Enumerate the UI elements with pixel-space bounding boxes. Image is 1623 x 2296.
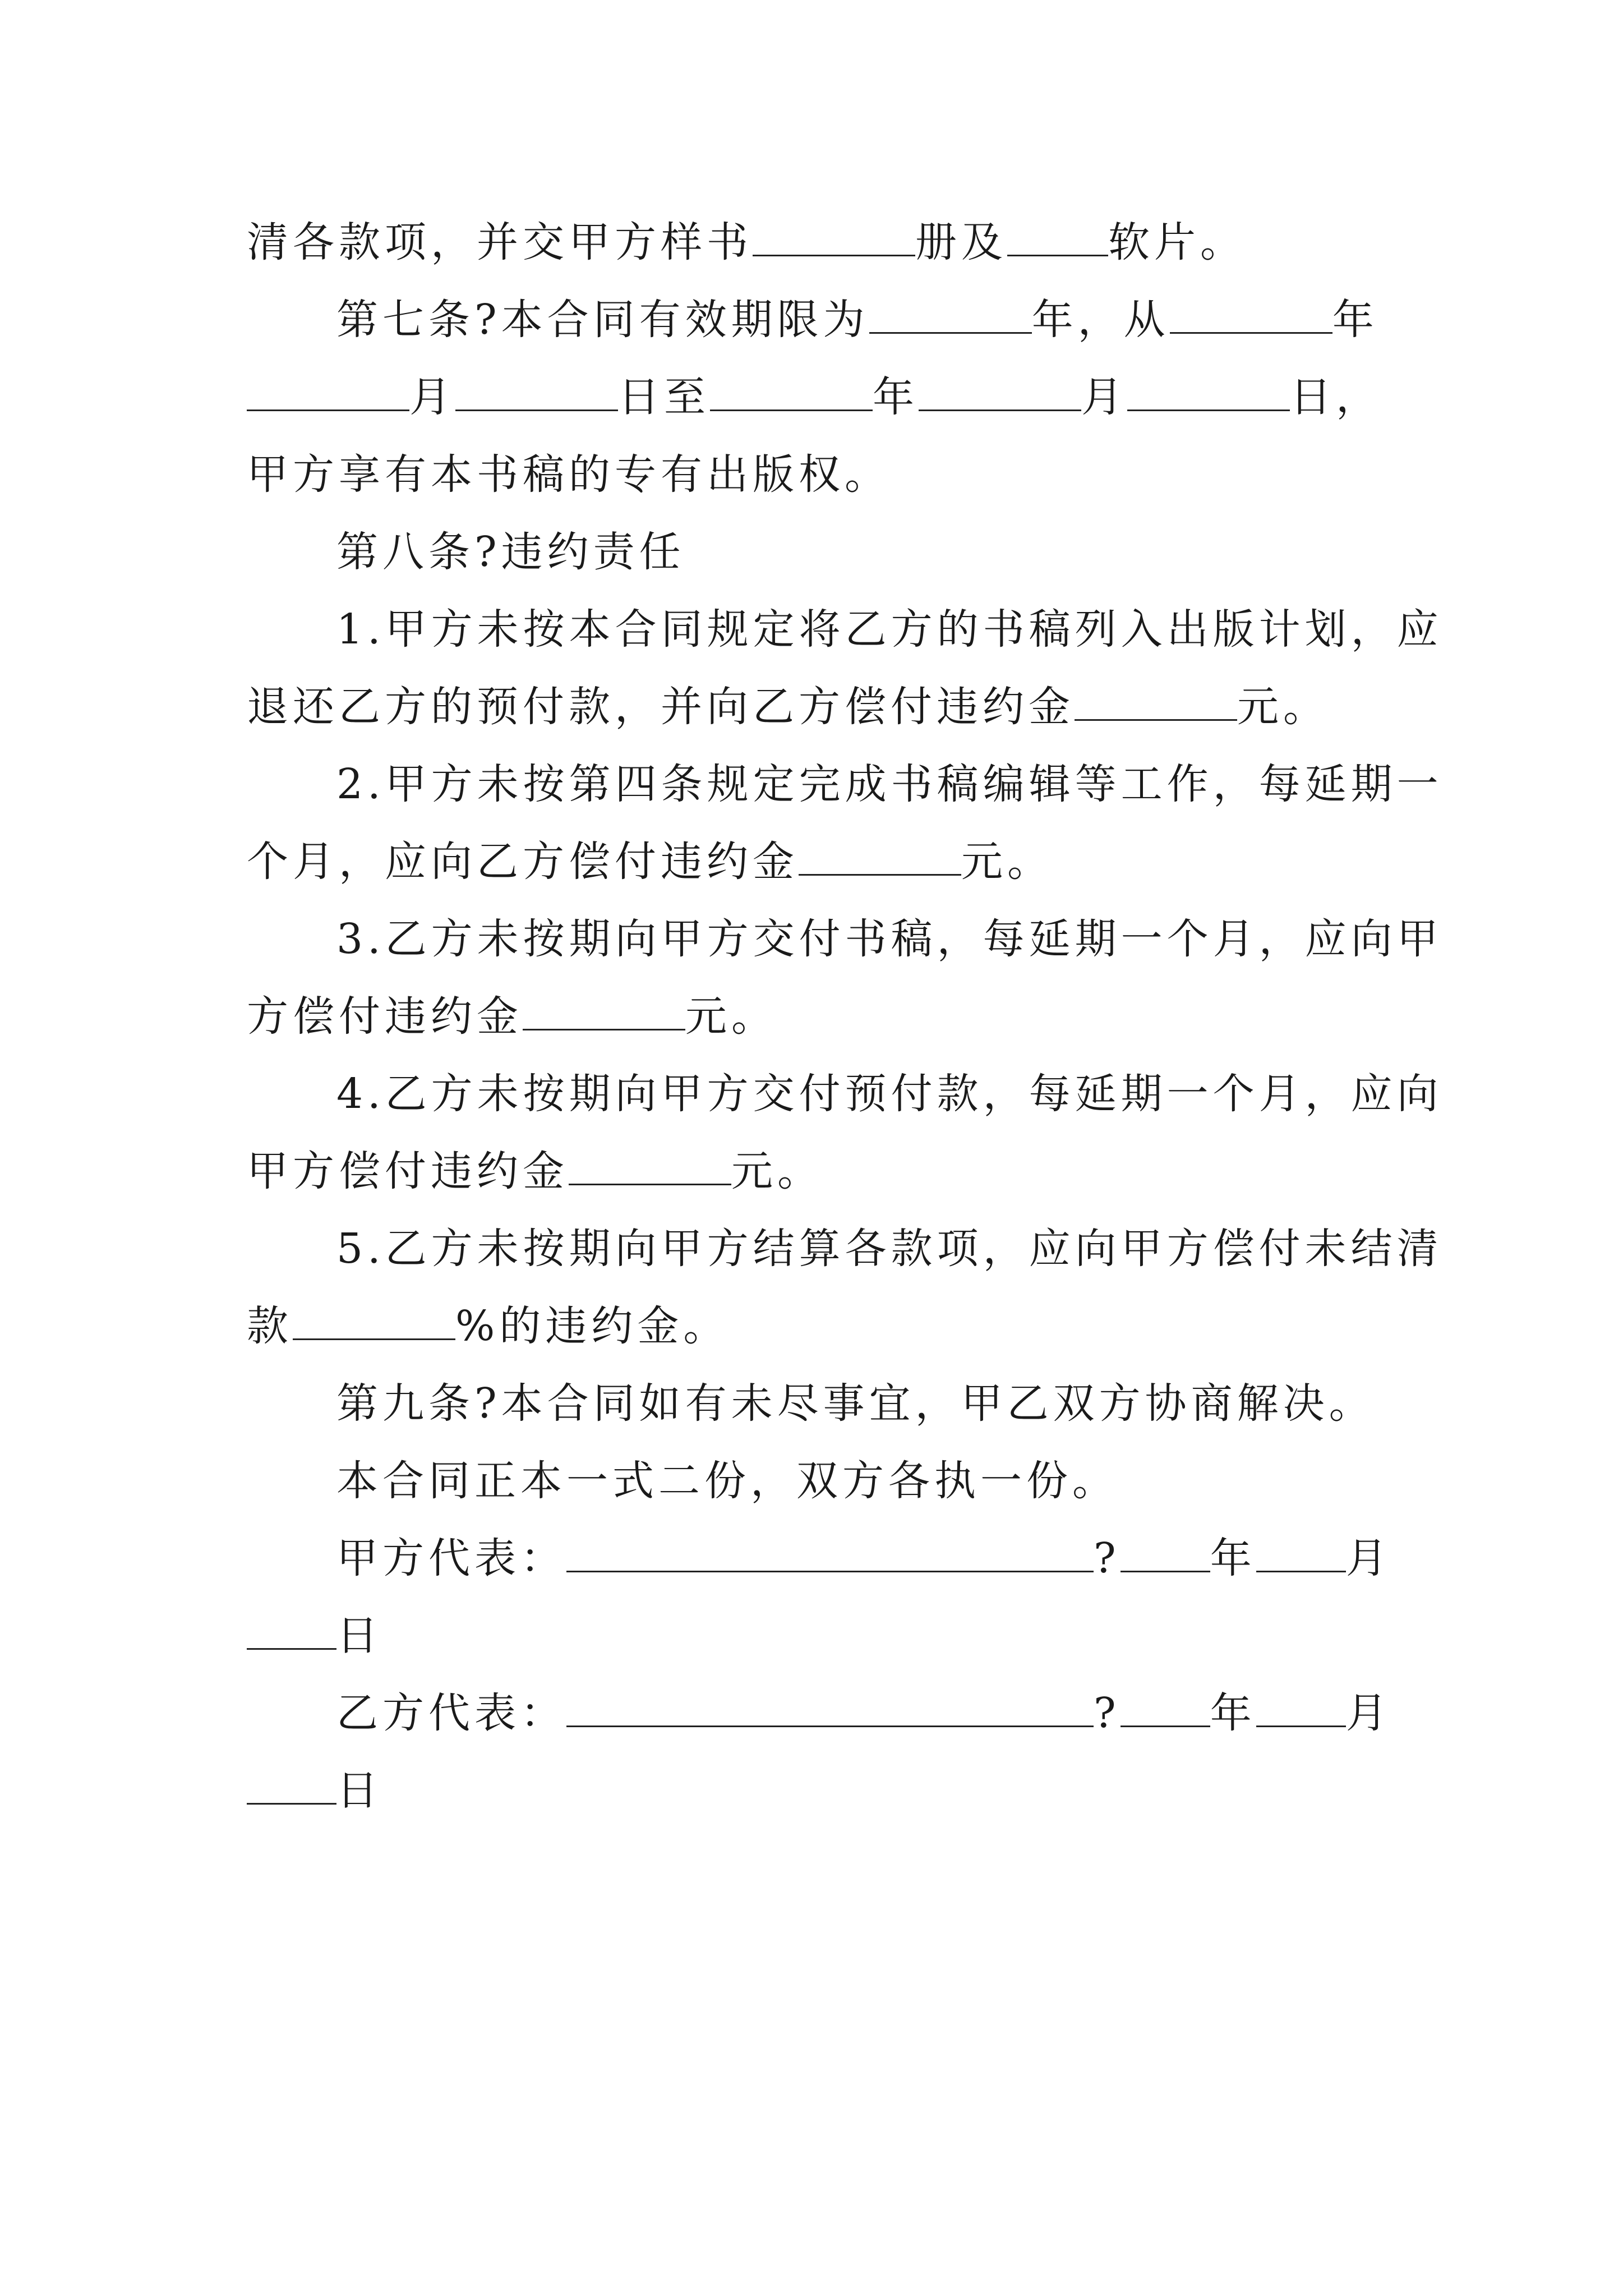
blank-field	[523, 984, 685, 1030]
text-line: 甲方享有本书稿的专有出版权。	[247, 450, 891, 499]
blank-field	[247, 1603, 336, 1650]
signature-blank	[566, 1526, 1094, 1572]
blank-field	[569, 1139, 731, 1185]
party-a-signature-line: 甲方代表： ? 年 月	[336, 1525, 1503, 1592]
blank-field	[1170, 287, 1332, 334]
blank-field	[247, 1758, 336, 1805]
blank-field	[1121, 1681, 1210, 1727]
blank-field	[869, 287, 1032, 334]
signature-blank	[566, 1681, 1094, 1727]
text-line: 4.乙方未按期向甲方交付预付款，每延期一个月，应向	[336, 1070, 1443, 1118]
text-line: 本合同正本一式二份，双方各执一份。	[336, 1457, 1118, 1505]
text-line: 5.乙方未按期向甲方结算各款项，应向甲方偿付未结清	[336, 1225, 1443, 1273]
text-line: 方偿付违约金 元。	[247, 983, 1413, 1050]
clause-7-line: 第七条?本合同有效期限为 年，从 年	[336, 286, 1503, 353]
blank-field	[1256, 1526, 1346, 1572]
blank-field	[1075, 674, 1237, 721]
blank-field	[753, 210, 915, 256]
party-b-date-line: 日	[247, 1757, 1413, 1824]
text-line: 个月，应向乙方偿付违约金 元。	[247, 828, 1413, 895]
blank-field	[293, 1294, 455, 1340]
text-line: 退还乙方的预付款，并向乙方偿付违约金 元。	[247, 673, 1413, 740]
blank-field	[1007, 210, 1108, 256]
blank-field	[1127, 365, 1290, 411]
blank-field	[919, 365, 1081, 411]
party-b-signature-line: 乙方代表： ? 年 月	[336, 1680, 1503, 1747]
clause-8-heading: 第八条?违约责任	[336, 528, 685, 576]
clause-9-line: 第九条?本合同如有未尽事宜，甲乙双方协商解决。	[336, 1379, 1375, 1428]
blank-field	[1121, 1526, 1210, 1572]
text-line: 1.甲方未按本合同规定将乙方的书稿列入出版计划，应	[336, 605, 1443, 654]
text-line: 2.甲方未按第四条规定完成书稿编辑等工作，每延期一	[336, 760, 1443, 808]
blank-field	[247, 365, 409, 411]
blank-field	[710, 365, 873, 411]
text-line: 款 %的违约金。	[247, 1292, 1413, 1360]
text-line: 3.乙方未按期向甲方交付书稿，每延期一个月，应向甲	[336, 915, 1443, 963]
blank-field	[1256, 1681, 1346, 1727]
party-a-date-line: 日	[247, 1602, 1413, 1669]
text-line: 清各款项，并交甲方样书 册及 软片。	[247, 209, 1413, 276]
text-line: 甲方偿付违约金 元。	[247, 1138, 1413, 1205]
blank-field	[455, 365, 618, 411]
blank-field	[799, 829, 961, 876]
text-line: 月 日至 年 月 日，	[247, 364, 1413, 431]
